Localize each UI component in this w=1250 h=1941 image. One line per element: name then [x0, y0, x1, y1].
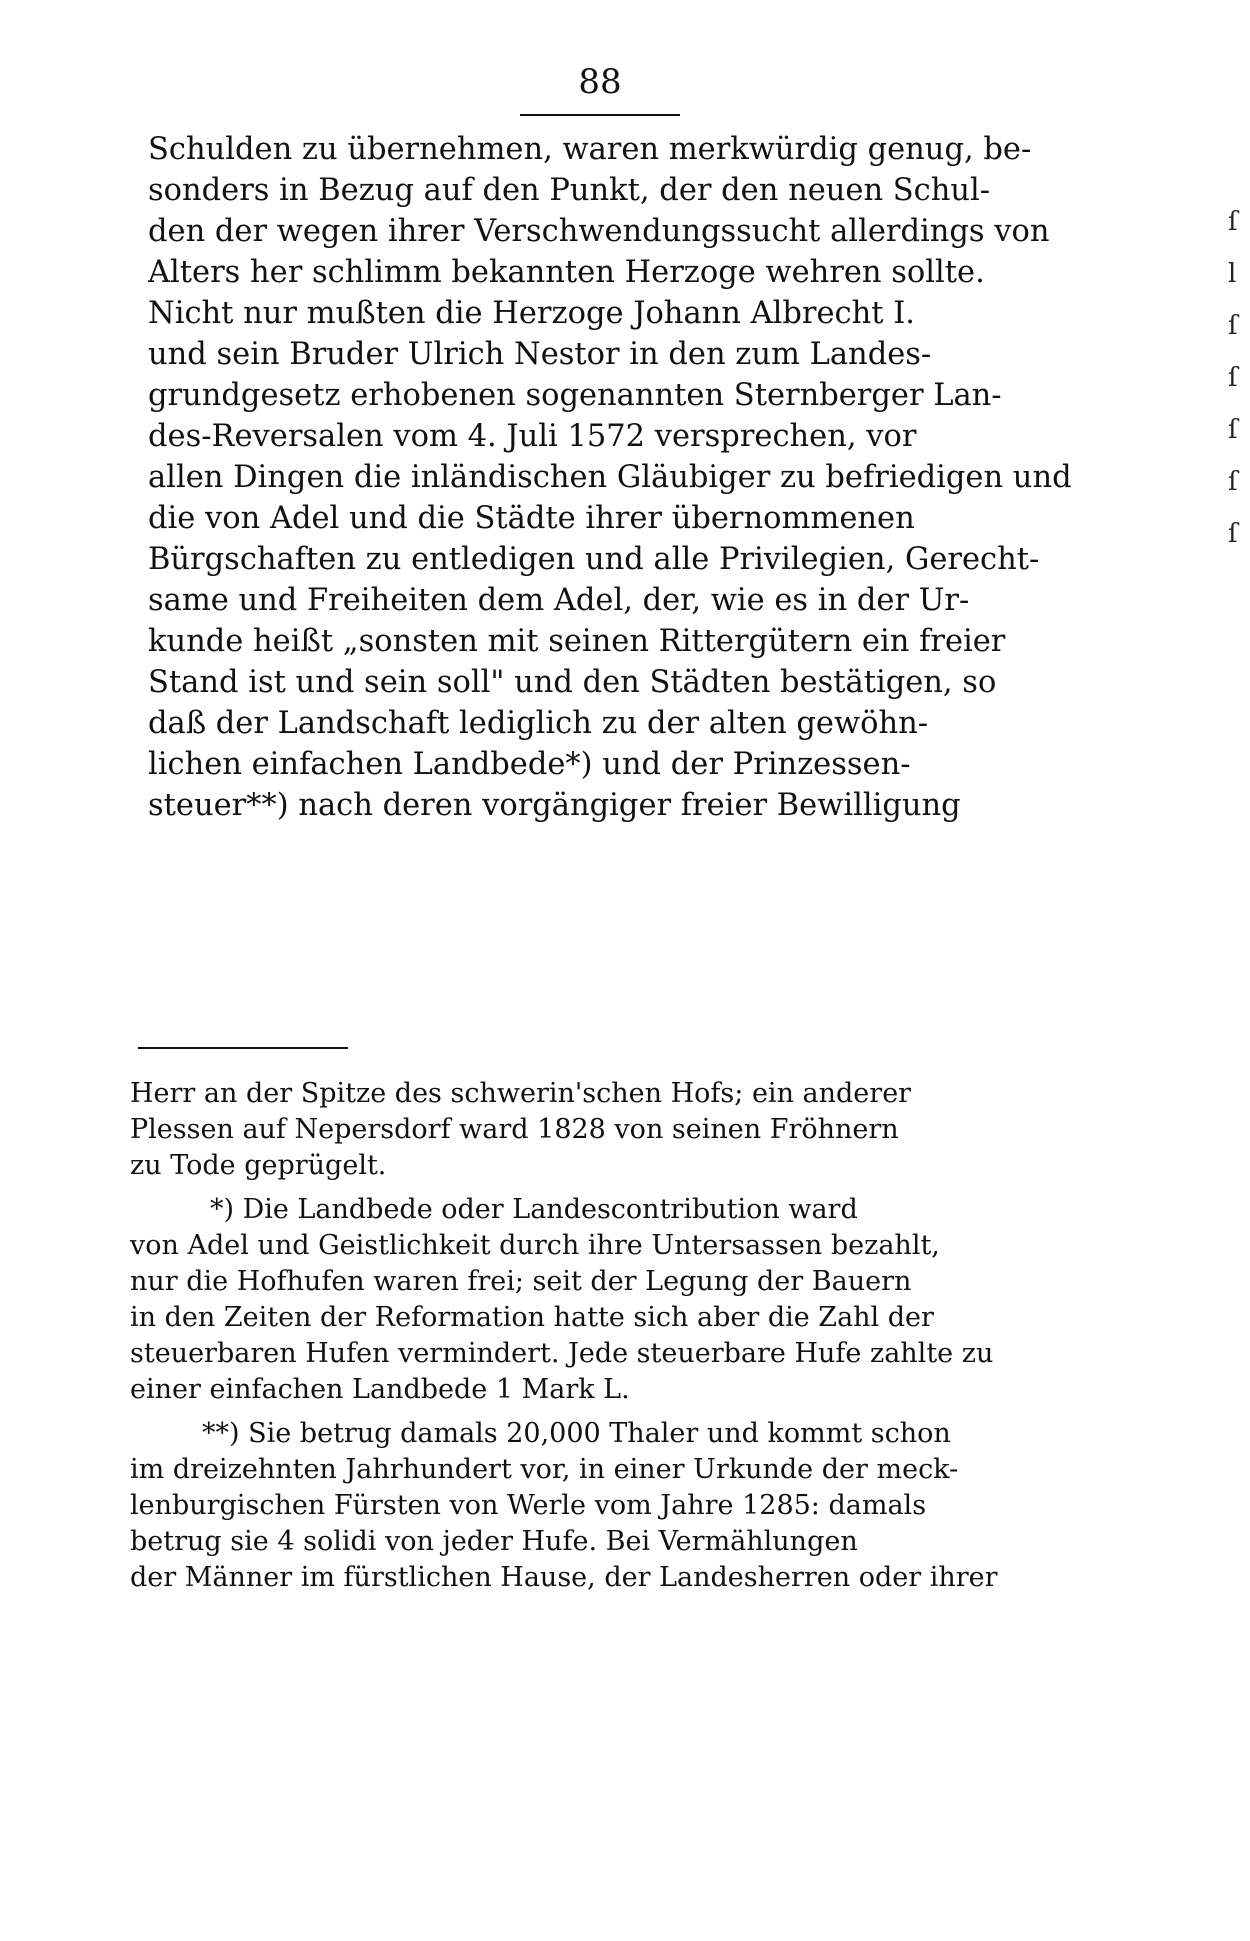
footnote-line: in den Zeiten der Reformation hatte sich aber die Zahl der	[130, 1302, 934, 1333]
edge-fragment: ſ	[1228, 415, 1238, 445]
footnote-line: von Adel und Geistlichkeit durch ihre Untersassen bezahlt,	[130, 1230, 940, 1261]
edge-fragment: ſ	[1228, 207, 1238, 237]
body-line: Stand ist und sein soll" und den Städten bestätigen, so	[148, 665, 997, 700]
body-line: grundgesetz erhobenen sogenannten Sternberger Lan-	[148, 378, 1002, 413]
footnote-separator	[138, 1047, 348, 1049]
facing-page-edge	[1228, 196, 1250, 560]
footnote-line: *) Die Landbede oder Landescontribution ward	[210, 1194, 858, 1225]
body-line: Nicht nur mußten die Herzoge Johann Albrecht I.	[148, 296, 915, 331]
body-line: same und Freiheiten dem Adel, der, wie es in der Ur-	[148, 583, 970, 618]
edge-fragment: ſ	[1228, 467, 1238, 497]
footnote-line: im dreizehnten Jahrhundert vor, in einer Urkunde der meck-	[130, 1454, 959, 1485]
body-line: Schulden zu übernehmen, waren merkwürdig genug, be-	[148, 132, 1032, 167]
edge-fragment: ſ	[1228, 311, 1238, 341]
page-number: 88	[578, 62, 622, 102]
body-line: daß der Landschaft lediglich zu der alten gewöhn-	[148, 706, 929, 741]
body-line: kunde heißt „sonsten mit seinen Rittergütern ein freier	[148, 624, 1006, 659]
page-number-rule	[520, 114, 680, 116]
edge-fragment: ſ	[1228, 363, 1238, 393]
footnote-line: nur die Hofhufen waren frei; seit der Legung der Bauern	[130, 1266, 912, 1297]
body-line: allen Dingen die inländischen Gläubiger zu befriedigen und	[148, 460, 1072, 495]
edge-fragment: l	[1228, 259, 1237, 289]
body-line: lichen einfachen Landbede*) und der Prinzessen-	[148, 747, 911, 782]
body-line: die von Adel und die Städte ihrer übernommenen	[148, 501, 915, 536]
footnote-line: zu Tode geprügelt.	[130, 1150, 387, 1181]
edge-fragment: ſ	[1228, 519, 1238, 549]
body-line: den der wegen ihrer Verschwendungssucht allerdings von	[148, 214, 1050, 249]
body-line: Bürgschaften zu entledigen und alle Privilegien, Gerecht-	[148, 542, 1040, 577]
body-line: Alters her schlimm bekannten Herzoge wehren sollte.	[148, 255, 985, 290]
footnote-line: der Männer im fürstlichen Hause, der Landesherren oder ihrer	[130, 1562, 998, 1593]
footnote-line: steuerbaren Hufen vermindert. Jede steuerbare Hufe zahlte zu	[130, 1338, 994, 1369]
body-line: steuer**) nach deren vorgängiger freier Bewilligung	[148, 788, 961, 823]
footnote-line: Herr an der Spitze des schwerin'schen Hofs; ein anderer	[130, 1078, 912, 1109]
footnote-line: Plessen auf Nepersdorf ward 1828 von seinen Fröhnern	[130, 1114, 899, 1145]
footnote-line: **) Sie betrug damals 20,000 Thaler und kommt schon	[202, 1418, 951, 1449]
body-line: und sein Bruder Ulrich Nestor in den zum Landes-	[148, 337, 932, 372]
footnote-line: einer einfachen Landbede 1 Mark L.	[130, 1374, 630, 1405]
footnote-line: betrug sie 4 solidi von jeder Hufe. Bei Vermählungen	[130, 1526, 858, 1557]
footnote-line: lenburgischen Fürsten von Werle vom Jahre 1285: damals	[130, 1490, 927, 1521]
body-line: des-Reversalen vom 4. Juli 1572 versprechen, vor	[148, 419, 917, 454]
body-line: sonders in Bezug auf den Punkt, der den neuen Schul-	[148, 173, 991, 208]
